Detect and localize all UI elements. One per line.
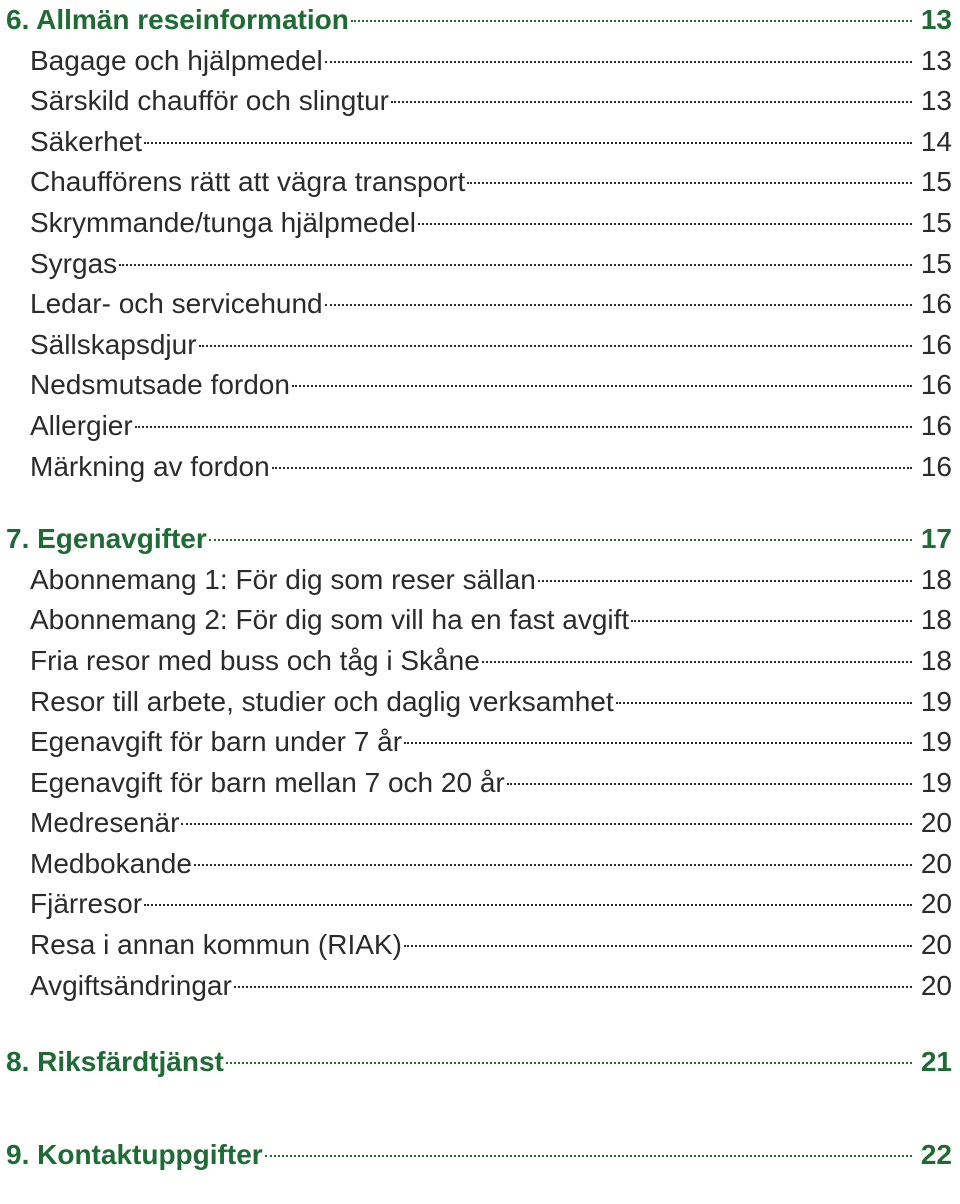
- dot-leader: [119, 263, 912, 266]
- page-number: 18: [920, 604, 952, 636]
- toc-entry[interactable]: [0, 925, 960, 966]
- page-number: 13: [920, 4, 952, 35]
- dot-leader: [404, 741, 912, 744]
- page-number: 19: [920, 726, 952, 758]
- toc-entry[interactable]: [0, 600, 960, 641]
- toc-entry[interactable]: [0, 560, 960, 601]
- toc-heading[interactable]: [0, 0, 960, 41]
- page-number: 16: [920, 288, 952, 320]
- toc-entry[interactable]: [0, 803, 960, 844]
- toc-entry[interactable]: [0, 365, 960, 406]
- entry-title: Syrgas: [30, 247, 118, 279]
- entry-title: Fjärresor: [30, 888, 143, 920]
- entry-title: Ledar- och servicehund: [30, 288, 323, 320]
- entry-title: Märkning av fordon: [30, 450, 270, 482]
- dot-leader: [144, 141, 912, 144]
- toc-entry[interactable]: [0, 284, 960, 325]
- toc-heading[interactable]: [0, 1042, 960, 1083]
- dot-leader: [272, 466, 912, 469]
- toc-entry[interactable]: [0, 162, 960, 203]
- section-spacer: [0, 487, 960, 519]
- dot-leader: [616, 701, 912, 704]
- dot-leader: [234, 985, 912, 988]
- dot-leader: [507, 782, 912, 785]
- page-number: 20: [920, 888, 952, 920]
- dot-leader: [181, 822, 912, 825]
- dot-leader: [631, 619, 912, 622]
- entry-title: Säkerhet: [30, 125, 143, 157]
- toc-heading[interactable]: [0, 1135, 960, 1176]
- dot-leader: [199, 344, 912, 347]
- toc-entry[interactable]: [0, 203, 960, 244]
- toc-section-8: [0, 1042, 960, 1083]
- toc-entry[interactable]: [0, 966, 960, 1007]
- toc-entry[interactable]: [0, 81, 960, 122]
- page-number: 16: [920, 450, 952, 482]
- toc-section-7: [0, 519, 960, 1006]
- dot-leader: [325, 303, 912, 306]
- page-number: 20: [920, 847, 952, 879]
- dot-leader: [325, 60, 912, 63]
- dot-leader: [391, 100, 912, 103]
- entry-title: Egenavgift för barn mellan 7 och 20 år: [30, 766, 505, 798]
- dot-leader: [467, 181, 912, 184]
- heading-title: 6. Allmän reseinformation: [6, 4, 349, 35]
- dot-leader: [538, 579, 912, 582]
- toc-entry[interactable]: [0, 325, 960, 366]
- page-number: 17: [920, 523, 952, 555]
- entry-title: Chaufförens rätt att vägra transport: [30, 166, 466, 198]
- entry-title: Bagage och hjälpmedel: [30, 44, 323, 76]
- toc-entry[interactable]: [0, 682, 960, 723]
- toc-entry[interactable]: [0, 447, 960, 488]
- section-spacer: [0, 1083, 960, 1135]
- dot-leader: [418, 222, 912, 225]
- toc-section-6: [0, 0, 960, 487]
- page-number: 16: [920, 369, 952, 401]
- entry-title: Medbokande: [30, 847, 192, 879]
- entry-title: Sällskapsdjur: [30, 328, 197, 360]
- entry-title: Skrymmande/tunga hjälpmedel: [30, 206, 416, 238]
- dot-leader: [226, 1061, 912, 1064]
- page-number: 15: [920, 166, 952, 198]
- page-number: 16: [920, 409, 952, 441]
- page-number: 22: [920, 1138, 952, 1170]
- toc-entry[interactable]: [0, 244, 960, 285]
- heading-title: 7. Egenavgifter: [6, 523, 207, 555]
- dot-leader: [265, 1154, 912, 1157]
- entry-title: Egenavgift för barn under 7 år: [30, 726, 403, 758]
- entry-title: Nedsmutsade fordon: [30, 369, 290, 401]
- page-number: 13: [920, 85, 952, 117]
- toc-entry[interactable]: [0, 641, 960, 682]
- page-number: 18: [920, 644, 952, 676]
- dot-leader: [135, 425, 912, 428]
- dot-leader: [404, 944, 912, 947]
- dot-leader: [194, 863, 912, 866]
- dot-leader: [482, 660, 912, 663]
- entry-title: Särskild chaufför och slingtur: [30, 85, 389, 117]
- heading-title: 9. Kontaktuppgifter: [6, 1138, 263, 1170]
- toc-entry[interactable]: [0, 763, 960, 804]
- heading-title: 8. Riksfärdtjänst: [6, 1046, 224, 1078]
- entry-title: Avgiftsändringar: [30, 969, 232, 1001]
- entry-title: Resor till arbete, studier och daglig verksamhet: [30, 685, 614, 717]
- page-number: 15: [920, 247, 952, 279]
- page-number: 18: [920, 563, 952, 595]
- page-number: 13: [920, 44, 952, 76]
- page-number: 19: [920, 766, 952, 798]
- dot-leader: [292, 384, 912, 387]
- toc-entry[interactable]: [0, 722, 960, 763]
- dot-leader: [144, 903, 912, 906]
- toc-entry[interactable]: [0, 41, 960, 82]
- dot-leader: [351, 19, 912, 22]
- toc-heading[interactable]: [0, 519, 960, 560]
- page-number: 19: [920, 685, 952, 717]
- page-number: 15: [920, 206, 952, 238]
- page-number: 20: [920, 929, 952, 961]
- page-number: 20: [920, 969, 952, 1001]
- toc-section-9: [0, 1135, 960, 1176]
- entry-title: Abonnemang 1: För dig som reser sällan: [30, 563, 536, 595]
- entry-title: Fria resor med buss och tåg i Skåne: [30, 644, 480, 676]
- toc-entry[interactable]: [0, 122, 960, 163]
- page-number: 20: [920, 807, 952, 839]
- entry-title: Abonnemang 2: För dig som vill ha en fast avgift: [30, 604, 630, 636]
- section-spacer: [0, 1006, 960, 1042]
- page-number: 14: [920, 125, 952, 157]
- page-number: 16: [920, 328, 952, 360]
- toc-entry[interactable]: [0, 406, 960, 447]
- entry-title: Allergier: [30, 409, 133, 441]
- toc-entry[interactable]: [0, 844, 960, 885]
- dot-leader: [209, 538, 912, 541]
- entry-title: Medresenär: [30, 807, 180, 839]
- entry-title: Resa i annan kommun (RIAK): [30, 929, 402, 961]
- page-number: 21: [920, 1046, 952, 1078]
- toc-entry[interactable]: [0, 884, 960, 925]
